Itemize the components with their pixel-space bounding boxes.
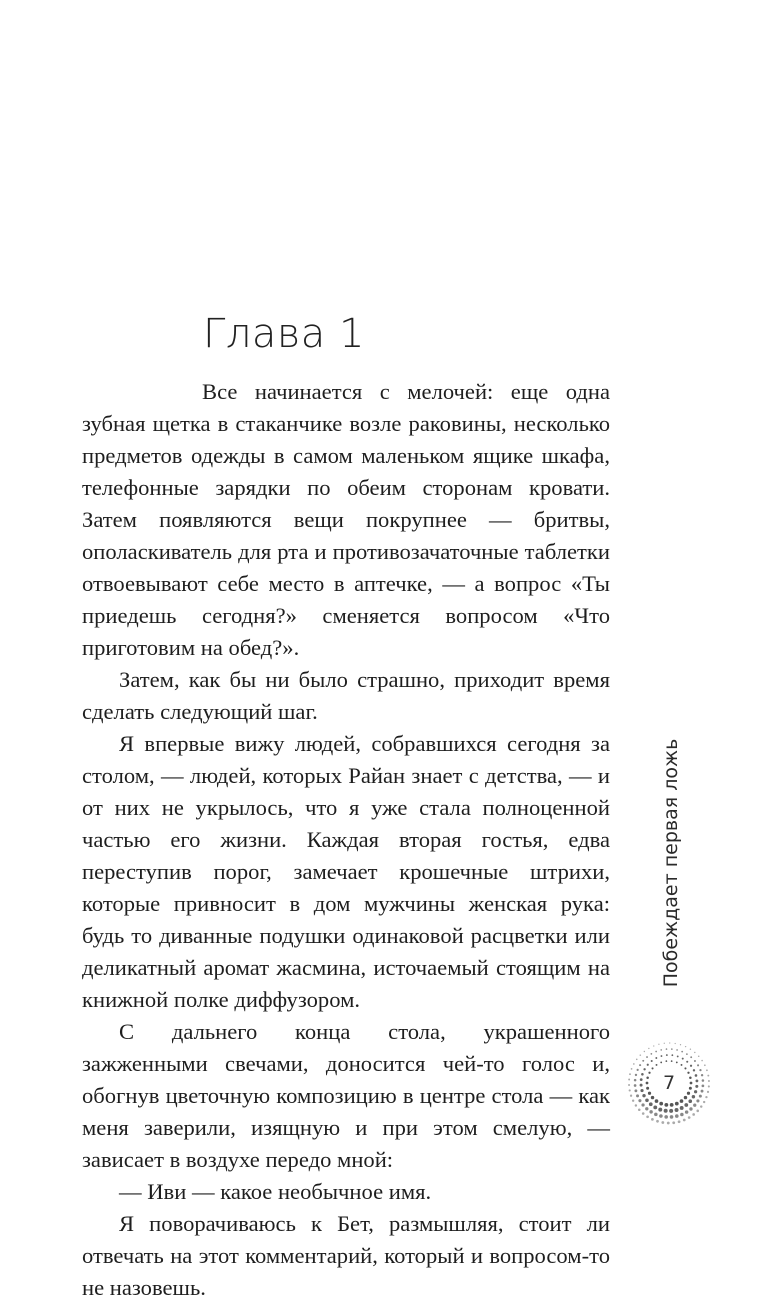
paragraph-6: Я поворачиваюсь к Бет, размышляя, стоит ли отвечать на этот комментарий, который и вопросом-то не назовешь. [82,1211,610,1300]
chapter-body [82,376,610,1304]
running-head [651,708,691,1018]
running-head-text: Побеждает первая ложь [660,738,682,988]
chapter-title: Глава 1 [203,311,365,357]
page-number-badge [624,1038,714,1128]
paragraph-3: Я впервые вижу людей, собравшихся сегодня за столом, — людей, которых Райан знает с детства, — и от них не укрылось, что я уже стала полноценной частью его жизни. Каждая вторая гостья, едва переступив порог, замечает крошечные штрихи, которые привносит в дом мужчины женская рука: будь то диванные подушки одинаковой расцветки или деликатный аромат жасмина, источаемый стоящим на книжной полке диффузором. [82,731,610,1012]
paragraph-4: С дальнего конца стола, украшенного зажженными свечами, доносится чей-то голос и, обогнув цветочную композицию в центре стола — как меня заверили, изящную и при этом смелую, — зависает в воздухе передо мной: [82,1019,610,1172]
paragraph-2: Затем, как бы ни было страшно, приходит время сделать следующий шаг. [82,667,610,724]
paragraph-5: — Иви — какое необычное имя. [119,1179,432,1204]
page-number: 7 [662,1072,676,1094]
paragraph-1: Все начинается с мелочей: еще одна зубная щетка в стаканчике возле раковины, несколько предметов одежды в самом маленьком ящике шкафа, телефонные зарядки по обеим сторонам кровати. Затем появляются вещи покрупнее — бритвы, ополаскиватель для рта и противозачаточные таблетки отвоевывают себе место в аптечке, — а вопрос «Ты приедешь сегодня?» сменяется вопросом «Что приготовим на обед?». [82,379,610,660]
